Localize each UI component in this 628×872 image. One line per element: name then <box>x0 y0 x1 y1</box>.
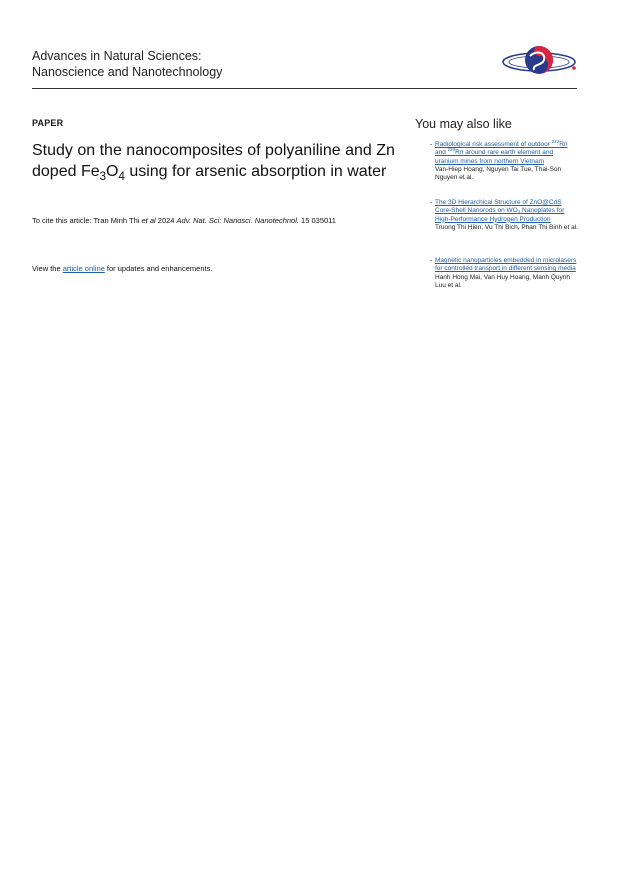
related-authors: Hanh Hong Mai, Van Huy Hoang, Manh Quynh Luu et al. <box>435 273 571 289</box>
related-title-link[interactable] <box>435 257 578 274</box>
cite-year: 2024 <box>155 216 177 225</box>
related-title-text: Nanoplates for High-Performance Hydrogen Production <box>435 207 565 223</box>
related-title-text: The 3D Hierarchical Structure of ZnO@CdS Core-Shell Nanorods on WO <box>435 199 562 215</box>
formula-subscript: 3 <box>517 209 521 215</box>
related-title-link[interactable] <box>435 141 578 166</box>
related-title-text: Radiological risk assessment of outdoor <box>435 141 552 148</box>
related-title-text: Rn around rare earth element and uranium mines from northern Vietnam <box>435 149 554 165</box>
cite-reference: 15 035011 <box>298 216 336 225</box>
list-dash: - <box>430 257 433 264</box>
cite-journal: Adv. Nat. Sci: Nanosci. Nanotechnol. <box>176 216 299 225</box>
view-suffix: for updates and enhancements. <box>104 264 213 273</box>
view-online-line <box>32 264 212 273</box>
title-subscript-3: 3 <box>99 171 107 183</box>
related-item <box>430 199 578 232</box>
cite-et-al: et al <box>141 216 156 225</box>
related-item <box>430 257 578 290</box>
citation-line <box>32 216 336 225</box>
header-divider <box>32 88 577 89</box>
related-title-link[interactable] <box>435 199 578 224</box>
related-title-text: Rn and <box>435 141 568 157</box>
list-dash: - <box>430 141 433 148</box>
journal-name <box>32 48 222 80</box>
cite-prefix: To cite this article: Tran Minh Thi <box>32 216 142 225</box>
related-title-text: Magnetic nanoparticles embedded in microlasers for controlled transport in different sensing media <box>435 257 577 273</box>
article-online-link[interactable]: article online <box>62 264 105 273</box>
related-heading: You may also like <box>415 117 512 131</box>
related-authors: Van-Hiep Hoang, Nguyen Tai Tue, Thai-Son Nguyen et al. <box>435 165 562 182</box>
title-subscript-4: 4 <box>118 171 125 183</box>
article-title <box>32 140 404 182</box>
title-text-part1: Study on the nanocomposites of polyaniline and Zn doped Fe <box>32 142 395 180</box>
title-text-o: O <box>106 163 119 180</box>
list-dash: - <box>430 199 433 206</box>
related-item <box>430 141 578 182</box>
view-prefix: View the <box>32 264 63 273</box>
isotope-superscript: 220 <box>447 147 456 153</box>
journal-name-line2: Nanoscience and Nanotechnology <box>32 65 223 79</box>
title-text-part2: using for arsenic absorption in water <box>124 163 387 180</box>
isotope-superscript: 222 <box>551 139 560 144</box>
journal-name-line1: Advances in Natural Sciences: <box>32 49 202 63</box>
related-authors: Truong Thi Hien, Vu Thi Bich, Phan Thi Binh et al. <box>435 223 578 231</box>
article-type: PAPER <box>32 118 64 128</box>
journal-society-logo-icon <box>500 42 578 82</box>
